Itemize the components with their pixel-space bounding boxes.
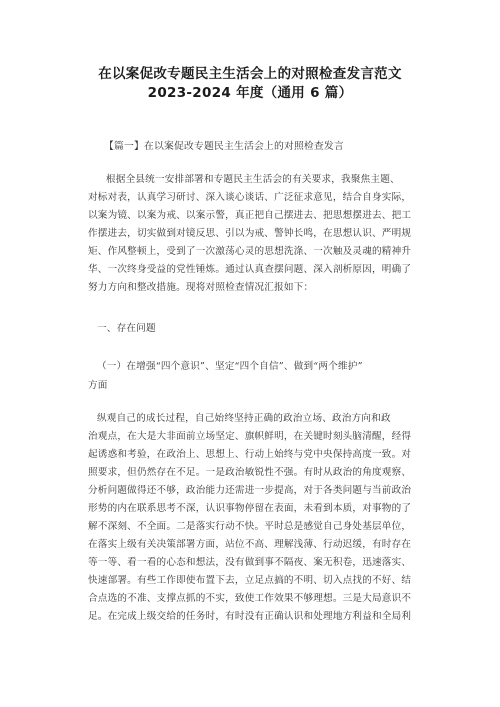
- body-paragraph-line: 形势的内在联系思考不深，认识事物停留在表面，未看到本质，对事物的了: [88, 503, 412, 514]
- body-paragraph-line: 快速部署。有些工作即使布置下去，立足点搞的不明、切入点找的不好、结: [88, 575, 412, 586]
- intro-paragraph-line: 努力方向和整改措施。现将对照检查情况汇报如下：: [88, 282, 314, 293]
- body-paragraph-line: 照要求，但仍然存在不足。一是政治敏锐性不强。有时从政治的角度观察、: [88, 467, 412, 478]
- body-paragraph-line: 纵观自己的成长过程，自己始终坚持正确的政治立场、政治方向和政: [97, 413, 391, 424]
- document-title-line-1: 在以案促改专题民主生活会上的对照检查发言范文: [98, 66, 402, 82]
- document-title-line-2: 2023-2024 年度（通用 6 篇）: [147, 85, 353, 101]
- body-paragraph-line: 起诱惑和考验，在政治上、思想上、行动上始终与党中央保持高度一致。对: [88, 449, 412, 460]
- heading-problems: 一、存在问题: [97, 323, 156, 334]
- subheading-line: 方面: [88, 380, 108, 391]
- intro-paragraph-line: 对标对表，认真学习研讨、深入谈心谈话、广泛征求意见，结合自身实际，: [88, 192, 412, 203]
- intro-paragraph-line: 矩、作风整顿上，受到了一次激荡心灵的思想洗涤、一次触及灵魂的精神升: [88, 246, 412, 257]
- body-paragraph-line: 合点选的不准、支撑点抓的不实，致使工作效果不够理想。三是大局意识不: [88, 593, 412, 604]
- intro-paragraph-line: 作摆进去，切实做到对镜反思、引以为戒、警钟长鸣，在思想认识、严明规: [88, 228, 412, 239]
- intro-paragraph-line: 以案为镜、以案为戒、以案示警，真正把自己摆进去、把思想摆进去、把工: [88, 210, 412, 221]
- intro-paragraph-line: 华、一次终身受益的党性锤炼。通过认真查摆问题、深入剖析原因，明确了: [88, 264, 412, 275]
- body-paragraph-line: 解不深刻、不全面。二是落实行动不快。平时总是感觉自己身处基层单位，: [88, 521, 412, 532]
- body-paragraph-line: 足。在完成上级交给的任务时，有时没有正确认识和处理地方利益和全局利: [88, 611, 412, 622]
- body-paragraph-line: 在落实上级有关决策部署方面，站位不高、理解浅薄、行动迟缓，有时存在: [88, 539, 412, 550]
- subheading-line: （一）在增强“四个意识”、坚定“四个自信”、做到“两个维护”: [97, 361, 363, 372]
- body-paragraph-line: 分析问题做得还不够，政治能力还需进一步提高，对于各类问题与当前政治: [88, 485, 412, 496]
- body-paragraph-line: 等一等、看一看的心态和想法，没有做到事不隔夜、案无积卷，迅速落实、: [88, 557, 412, 568]
- intro-paragraph-line: 根据全县统一安排部署和专题民主生活会的有关要求，我聚焦主题、: [106, 174, 400, 185]
- section-heading: 【篇一】在以案促改专题民主生活会上的对照检查发言: [104, 141, 344, 152]
- body-paragraph-line: 治观点，在大是大非面前立场坚定、旗帜鲜明，在关键时刻头脑清醒，经得: [88, 431, 412, 442]
